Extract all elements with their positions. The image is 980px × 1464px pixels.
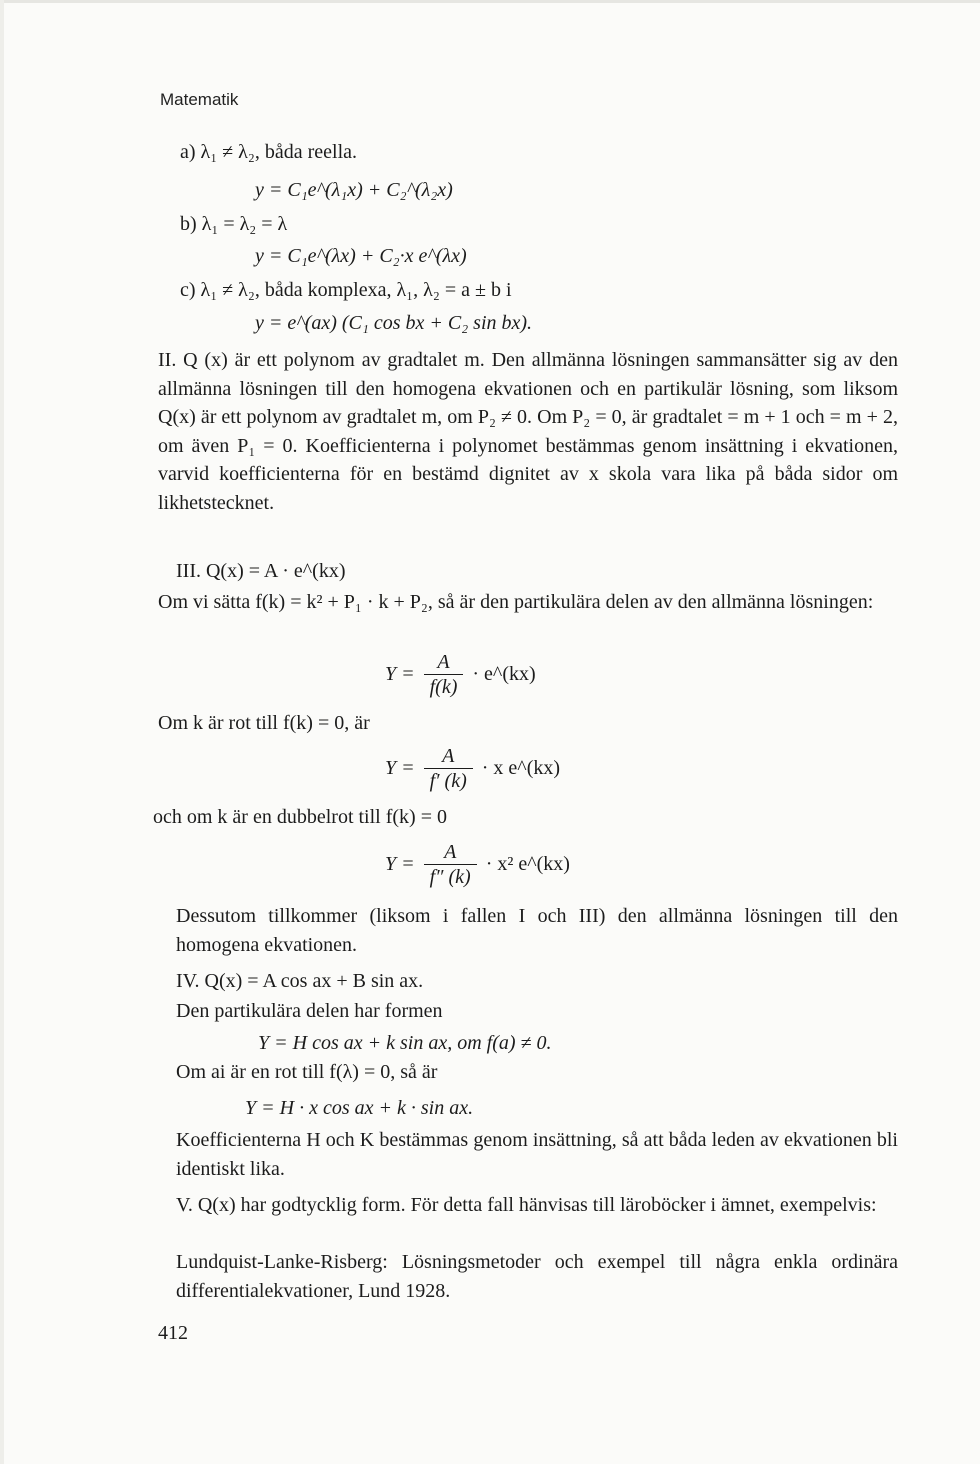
case-c-formula: y = e^(ax) (C₁ cos bx + C₂ sin bx). — [255, 312, 533, 334]
equation-1-denominator: f(k) — [429, 676, 458, 698]
equation-3-tail: · x² e^(kx) — [485, 853, 570, 875]
page-left-edge — [0, 0, 4, 1464]
case-b-formula: y = C₁e^(λx) + C₂·x e^(λx) — [255, 245, 467, 267]
double-root-text: och om k är en dubbelrot till f(k) = 0 — [153, 806, 447, 828]
equation-3-lhs: Y = — [385, 853, 415, 875]
section-iv-root-text: Om ai är en rot till f(λ) = 0, så är — [176, 1061, 438, 1083]
page-number: 412 — [158, 1322, 188, 1344]
equation-3-numerator: A — [424, 840, 477, 865]
equation-1 — [385, 650, 536, 699]
section-v-paragraph: V. Q(x) har godtycklig form. För detta fall hänvisas till läroböcker i ämnet, exempelvis: — [176, 1194, 877, 1216]
equation-2 — [385, 744, 560, 793]
case-c-label: c) λ₁ ≠ λ₂, båda komplexa, λ₁, λ₂ = a ± b i — [180, 279, 512, 301]
equation-2-fraction — [424, 744, 473, 793]
page-top-edge — [0, 0, 980, 3]
equation-3 — [385, 840, 570, 889]
section-iii-heading: III. Q(x) = A · e^(kx) — [176, 560, 346, 582]
section-v-reference: Lundquist-Lanke-Risberg: Lösningsmetoder och exempel till några enkla ordinära differentialekvationer, Lund 1928. — [176, 1251, 898, 1302]
equation-2-lhs: Y = — [385, 757, 415, 779]
case-a-formula: y = C₁e^(λ₁x) + C₂^(λ₂x) — [255, 179, 453, 201]
section-header: Matematik — [160, 90, 239, 109]
equation-2-tail: · x e^(kx) — [481, 757, 561, 779]
root-condition-text: Om k är rot till f(k) = 0, är — [158, 712, 370, 734]
equation-2-numerator: A — [424, 744, 473, 769]
section-iv-formula-2: Y = H · x cos ax + k · sin ax. — [245, 1097, 474, 1119]
section-iii-closing: Dessutom tillkommer (liksom i fallen I och III) den allmänna lösningen till den homogena ekvationen. — [176, 905, 898, 956]
case-a-label: a) λ₁ ≠ λ₂, båda reella. — [180, 141, 358, 163]
equation-3-denominator: f″ (k) — [429, 866, 471, 888]
equation-2-denominator: f′ (k) — [429, 770, 467, 792]
section-iv-form-text: Den partikulära delen har formen — [176, 1000, 443, 1022]
equation-1-fraction — [424, 650, 464, 699]
equation-1-lhs: Y = — [385, 663, 415, 685]
section-iv-closing: Koefficienterna H och K bestämmas genom insättning, så att båda leden av ekvationen bli identiskt lika. — [176, 1129, 898, 1180]
equation-3-fraction — [424, 840, 477, 889]
section-iv-formula-1: Y = H cos ax + k sin ax, om f(a) ≠ 0. — [258, 1032, 552, 1054]
section-iii-intro: Om vi sätta f(k) = k² + P₁ · k + P₂, så är den partikulära delen av den allmänna lösningen: — [158, 591, 874, 613]
equation-1-numerator: A — [424, 650, 464, 675]
equation-1-tail: · e^(kx) — [472, 663, 536, 685]
section-ii-paragraph: II. Q (x) är ett polynom av gradtalet m. Den allmänna lösningen sammansätter sig av den allmänna lösningen till den homogena ekvationen och en partikulär lösning, som liksom Q(x) är ett polynom av gradtalet m, om P₂ ≠ 0. Om P₂ = 0, är gradtalet = m + 1 och = m + 2, om även P₁ = 0. Koefficienterna i polynomet bestämmas genom insättning i ekvationen, varvid koefficienterna för en bestämd dignitet av x skola vara lika på båda sidor om likhetstecknet. — [158, 349, 898, 514]
case-b-label: b) λ₁ = λ₂ = λ — [180, 213, 288, 235]
section-iv-heading: IV. Q(x) = A cos ax + B sin ax. — [176, 970, 424, 992]
